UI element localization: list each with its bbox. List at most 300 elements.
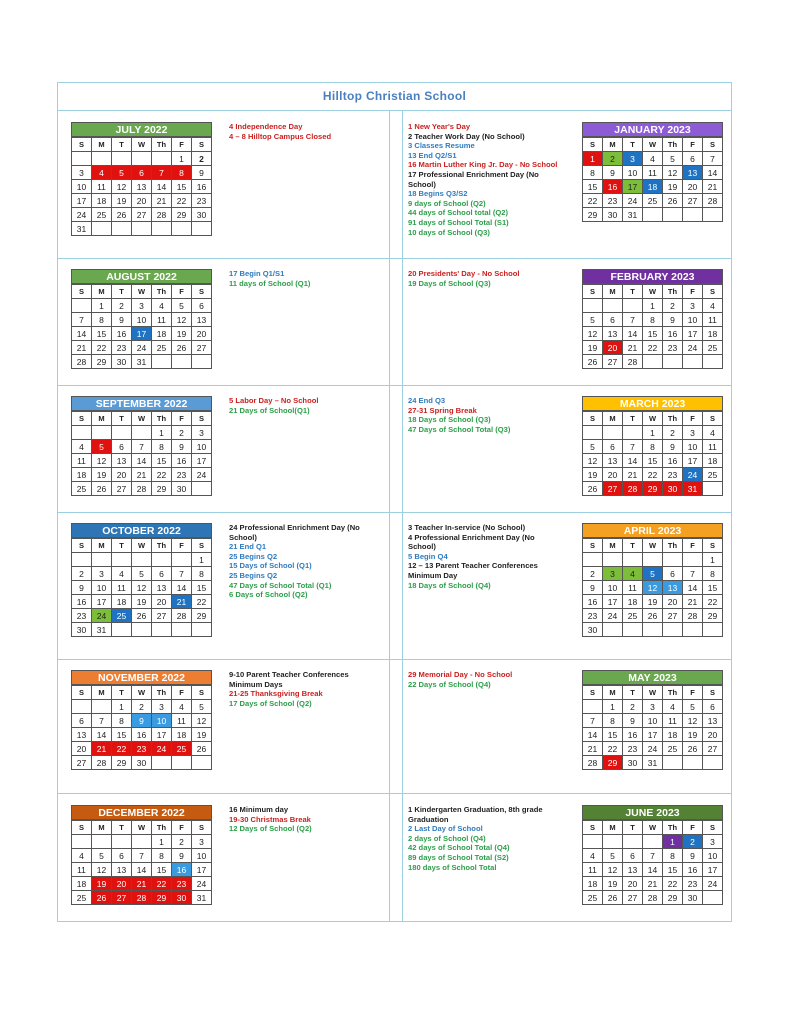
day-cell: 4	[663, 700, 683, 714]
day-cell: 17	[703, 863, 723, 877]
empty-cell	[152, 355, 172, 369]
day-cell: 10	[192, 849, 212, 863]
weekday-label: Th	[152, 821, 172, 835]
empty-cell	[152, 756, 172, 770]
day-cell: 4	[172, 700, 192, 714]
note-line: 25 Begins Q2	[229, 570, 278, 580]
day-cell: 11	[92, 180, 112, 194]
note-line: 18 Begins Q3/S2	[408, 189, 468, 199]
day-cell: 3	[192, 426, 212, 440]
empty-cell	[72, 553, 92, 567]
weekday-label: F	[172, 821, 192, 835]
day-cell: 6	[623, 849, 643, 863]
weekday-label: F	[172, 285, 192, 299]
day-cell: 13	[703, 714, 723, 728]
note-line: 2 Last Day of School	[408, 824, 483, 834]
day-cell: 15	[152, 863, 172, 877]
day-cell: 24	[72, 208, 92, 222]
day-cell: 1	[152, 426, 172, 440]
day-cell: 2	[72, 567, 92, 581]
weekday-label: S	[703, 821, 723, 835]
day-cell: 13	[663, 581, 683, 595]
note-line: 19-30 Christmas Break	[229, 814, 311, 824]
day-cell: 19	[663, 180, 683, 194]
day-cell: 26	[192, 742, 212, 756]
weekday-label: T	[112, 285, 132, 299]
month-notes-sep	[229, 396, 379, 415]
weekday-label: M	[603, 412, 623, 426]
day-cell: 31	[72, 222, 92, 236]
day-cell: 21	[703, 180, 723, 194]
day-cell: 20	[703, 728, 723, 742]
month-header: OCTOBER 2022	[71, 523, 212, 538]
weekday-label: T	[623, 821, 643, 835]
day-cell: 16	[663, 454, 683, 468]
weekday-label: W	[643, 686, 663, 700]
day-cell: 25	[703, 341, 723, 355]
day-cell: 26	[92, 891, 112, 905]
day-cell: 12	[172, 313, 192, 327]
title-row	[57, 82, 732, 111]
note-line: 47 Days of School Total (Q1)	[229, 580, 332, 590]
day-cell: 31	[643, 756, 663, 770]
note-line: 29 Memorial Day - No School	[408, 670, 513, 679]
day-cell: 21	[72, 341, 92, 355]
day-cell: 13	[623, 863, 643, 877]
month-notes-nov	[229, 670, 379, 708]
month-grid	[71, 538, 212, 637]
day-cell: 14	[72, 327, 92, 341]
weekday-label: M	[603, 686, 623, 700]
day-cell: 25	[152, 341, 172, 355]
month-calendar-mar	[582, 396, 723, 496]
day-cell: 6	[663, 567, 683, 581]
day-cell: 7	[132, 849, 152, 863]
day-cell: 16	[603, 180, 623, 194]
day-cell: 2	[583, 567, 603, 581]
day-cell: 26	[643, 609, 663, 623]
day-cell: 31	[623, 208, 643, 222]
day-cell: 3	[92, 567, 112, 581]
day-cell: 16	[132, 728, 152, 742]
day-cell: 8	[172, 166, 192, 180]
weekday-label: F	[683, 412, 703, 426]
day-cell: 28	[132, 891, 152, 905]
weekday-label: S	[72, 412, 92, 426]
weekday-label: S	[192, 285, 212, 299]
empty-cell	[583, 426, 603, 440]
month-header: FEBRUARY 2023	[582, 269, 723, 284]
day-cell: 20	[603, 468, 623, 482]
day-cell: 5	[172, 299, 192, 313]
weekday-label: W	[643, 138, 663, 152]
empty-cell	[603, 835, 623, 849]
day-cell: 8	[92, 313, 112, 327]
weekday-label: Th	[152, 285, 172, 299]
day-cell: 7	[152, 166, 172, 180]
month-calendar-dec	[71, 805, 212, 905]
note-line: 15 Days of School (Q1)	[229, 561, 312, 571]
day-cell: 7	[623, 313, 643, 327]
empty-cell	[152, 152, 172, 166]
day-cell: 15	[583, 180, 603, 194]
month-header: JULY 2022	[71, 122, 212, 137]
weekday-label: T	[623, 686, 643, 700]
day-cell: 16	[683, 863, 703, 877]
empty-cell	[683, 553, 703, 567]
weekday-label: M	[92, 412, 112, 426]
note-line: 16 Martin Luther King Jr. Day - No School	[408, 160, 558, 170]
day-cell: 6	[132, 166, 152, 180]
day-cell: 13	[152, 581, 172, 595]
day-cell: 2	[172, 835, 192, 849]
weekday-label: T	[623, 285, 643, 299]
day-cell: 12	[92, 863, 112, 877]
day-cell: 31	[683, 482, 703, 496]
day-cell: 20	[603, 341, 623, 355]
weekday-label: F	[172, 138, 192, 152]
month-calendar-oct	[71, 523, 212, 637]
day-cell: 1	[92, 299, 112, 313]
weekday-label: M	[603, 138, 623, 152]
note-line: 24 Professional Enrichment Day (No School)	[229, 523, 360, 542]
day-cell: 26	[92, 482, 112, 496]
day-cell: 23	[663, 341, 683, 355]
empty-cell	[132, 835, 152, 849]
day-cell: 27	[112, 891, 132, 905]
empty-cell	[152, 623, 172, 637]
empty-cell	[683, 208, 703, 222]
day-cell: 5	[583, 313, 603, 327]
empty-cell	[92, 426, 112, 440]
day-cell: 17	[132, 327, 152, 341]
weekday-label: S	[583, 412, 603, 426]
day-cell: 20	[152, 595, 172, 609]
note-line: 17 Begin Q1/S1	[229, 269, 285, 278]
month-notes-feb	[408, 269, 558, 288]
day-cell: 22	[663, 877, 683, 891]
note-line: 6 Days of School (Q2)	[229, 590, 308, 600]
month-grid	[71, 820, 212, 905]
school-title: Hilltop Christian School	[322, 89, 467, 103]
empty-cell	[112, 426, 132, 440]
day-cell: 27	[192, 341, 212, 355]
day-cell: 9	[112, 313, 132, 327]
day-cell: 31	[92, 623, 112, 637]
empty-cell	[583, 700, 603, 714]
note-line: 12 – 13 Parent Teacher Conferences Minimum Day	[408, 561, 538, 580]
day-cell: 11	[643, 166, 663, 180]
day-cell: 25	[172, 742, 192, 756]
day-cell: 29	[112, 756, 132, 770]
day-cell: 8	[663, 849, 683, 863]
empty-cell	[643, 623, 663, 637]
day-cell: 15	[192, 581, 212, 595]
day-cell: 29	[192, 609, 212, 623]
day-cell: 10	[72, 180, 92, 194]
day-cell: 17	[72, 194, 92, 208]
day-cell: 19	[132, 595, 152, 609]
day-cell: 18	[703, 327, 723, 341]
day-cell: 13	[192, 313, 212, 327]
note-line: 4 Independence Day	[229, 122, 303, 131]
day-cell: 21	[152, 194, 172, 208]
note-line: 180 days of School Total	[408, 862, 497, 872]
day-cell: 29	[583, 208, 603, 222]
day-cell: 28	[92, 756, 112, 770]
day-cell: 7	[623, 440, 643, 454]
empty-cell	[92, 835, 112, 849]
month-grid	[71, 685, 212, 770]
day-cell: 21	[683, 595, 703, 609]
weekday-label: W	[643, 412, 663, 426]
empty-cell	[72, 426, 92, 440]
weekday-label: Th	[663, 821, 683, 835]
empty-cell	[703, 623, 723, 637]
day-cell: 20	[623, 877, 643, 891]
empty-cell	[703, 482, 723, 496]
empty-cell	[703, 208, 723, 222]
empty-cell	[72, 835, 92, 849]
day-cell: 23	[683, 877, 703, 891]
day-cell: 5	[112, 166, 132, 180]
day-cell: 21	[623, 341, 643, 355]
weekday-label: W	[643, 821, 663, 835]
weekday-label: S	[72, 138, 92, 152]
day-cell: 19	[192, 728, 212, 742]
note-line: 3 Teacher In-service (No School)	[408, 523, 526, 532]
empty-cell	[112, 222, 132, 236]
day-cell: 17	[643, 728, 663, 742]
note-line: 1 Kindergarten Graduation, 8th grade Graduation	[408, 805, 543, 824]
weekday-label: F	[683, 285, 703, 299]
day-cell: 14	[683, 581, 703, 595]
empty-cell	[663, 553, 683, 567]
day-cell: 23	[172, 468, 192, 482]
day-cell: 15	[643, 327, 663, 341]
day-cell: 2	[663, 299, 683, 313]
day-cell: 22	[92, 341, 112, 355]
month-notes-dec	[229, 805, 379, 834]
day-cell: 2	[172, 426, 192, 440]
day-cell: 1	[192, 553, 212, 567]
weekday-label: S	[192, 821, 212, 835]
day-cell: 28	[623, 355, 643, 369]
day-cell: 5	[92, 440, 112, 454]
day-cell: 23	[72, 609, 92, 623]
day-cell: 16	[172, 863, 192, 877]
weekday-label: S	[192, 412, 212, 426]
day-cell: 10	[643, 714, 663, 728]
day-cell: 9	[623, 714, 643, 728]
month-notes-apr	[408, 523, 558, 590]
weekday-label: W	[132, 686, 152, 700]
day-cell: 23	[112, 341, 132, 355]
row-divider	[57, 512, 732, 513]
day-cell: 6	[603, 313, 623, 327]
weekday-label: S	[703, 285, 723, 299]
note-line: 13 End Q2/S1	[408, 150, 457, 160]
day-cell: 19	[112, 194, 132, 208]
weekday-label: W	[132, 285, 152, 299]
day-cell: 7	[583, 714, 603, 728]
day-cell: 18	[172, 728, 192, 742]
month-header: DECEMBER 2022	[71, 805, 212, 820]
day-cell: 11	[703, 440, 723, 454]
day-cell: 4	[623, 567, 643, 581]
empty-cell	[663, 208, 683, 222]
day-cell: 21	[623, 468, 643, 482]
day-cell: 16	[583, 595, 603, 609]
day-cell: 22	[643, 468, 663, 482]
note-line: 91 days of School Total (S1)	[408, 217, 509, 227]
month-notes-jun	[408, 805, 558, 872]
weekday-label: T	[112, 412, 132, 426]
note-line: 20 Presidents' Day - No School	[408, 269, 520, 278]
day-cell: 9	[172, 849, 192, 863]
weekday-label: S	[583, 686, 603, 700]
day-cell: 18	[643, 180, 663, 194]
month-header: AUGUST 2022	[71, 269, 212, 284]
day-cell: 13	[112, 454, 132, 468]
day-cell: 5	[92, 849, 112, 863]
day-cell: 11	[703, 313, 723, 327]
day-cell: 4	[112, 567, 132, 581]
day-cell: 3	[623, 152, 643, 166]
weekday-label: S	[192, 539, 212, 553]
day-cell: 12	[643, 581, 663, 595]
day-cell: 15	[603, 728, 623, 742]
day-cell: 17	[683, 454, 703, 468]
empty-cell	[643, 553, 663, 567]
day-cell: 6	[192, 299, 212, 313]
weekday-label: F	[683, 138, 703, 152]
day-cell: 25	[72, 482, 92, 496]
day-cell: 13	[132, 180, 152, 194]
month-notes-jan	[408, 122, 558, 237]
weekday-label: F	[683, 821, 703, 835]
weekday-label: Th	[152, 412, 172, 426]
day-cell: 12	[583, 327, 603, 341]
day-cell: 6	[152, 567, 172, 581]
day-cell: 18	[92, 194, 112, 208]
note-line: 5 Labor Day – No School	[229, 396, 319, 405]
day-cell: 1	[152, 835, 172, 849]
column-divider-left	[389, 111, 390, 922]
empty-cell	[92, 700, 112, 714]
weekday-label: W	[132, 821, 152, 835]
day-cell: 19	[172, 327, 192, 341]
day-cell: 26	[112, 208, 132, 222]
day-cell: 12	[192, 714, 212, 728]
empty-cell	[643, 355, 663, 369]
note-line: 2 days of School (Q4)	[408, 833, 486, 843]
day-cell: 16	[192, 180, 212, 194]
day-cell: 28	[72, 355, 92, 369]
month-calendar-feb	[582, 269, 723, 369]
day-cell: 19	[583, 468, 603, 482]
day-cell: 15	[112, 728, 132, 742]
day-cell: 2	[132, 700, 152, 714]
day-cell: 23	[192, 194, 212, 208]
month-grid	[71, 137, 212, 236]
empty-cell	[583, 553, 603, 567]
day-cell: 1	[603, 700, 623, 714]
day-cell: 19	[603, 877, 623, 891]
weekday-label: T	[623, 539, 643, 553]
day-cell: 27	[703, 742, 723, 756]
day-cell: 16	[663, 327, 683, 341]
empty-cell	[92, 222, 112, 236]
day-cell: 30	[112, 355, 132, 369]
day-cell: 1	[663, 835, 683, 849]
day-cell: 12	[663, 166, 683, 180]
day-cell: 11	[583, 863, 603, 877]
day-cell: 5	[192, 700, 212, 714]
empty-cell	[112, 623, 132, 637]
month-grid	[582, 820, 723, 905]
day-cell: 29	[172, 208, 192, 222]
weekday-label: F	[683, 539, 703, 553]
day-cell: 6	[112, 440, 132, 454]
day-cell: 14	[92, 728, 112, 742]
day-cell: 21	[92, 742, 112, 756]
weekday-label: M	[603, 285, 623, 299]
day-cell: 27	[663, 609, 683, 623]
note-line: 18 Days of School (Q3)	[408, 415, 491, 425]
empty-cell	[703, 891, 723, 905]
weekday-label: S	[703, 412, 723, 426]
day-cell: 30	[623, 756, 643, 770]
day-cell: 5	[643, 567, 663, 581]
day-cell: 3	[132, 299, 152, 313]
empty-cell	[643, 208, 663, 222]
day-cell: 7	[172, 567, 192, 581]
day-cell: 2	[112, 299, 132, 313]
day-cell: 8	[192, 567, 212, 581]
weekday-label: Th	[152, 686, 172, 700]
day-cell: 2	[663, 426, 683, 440]
empty-cell	[663, 355, 683, 369]
day-cell: 4	[72, 849, 92, 863]
day-cell: 5	[663, 152, 683, 166]
day-cell: 27	[603, 355, 623, 369]
day-cell: 4	[703, 299, 723, 313]
day-cell: 22	[152, 468, 172, 482]
day-cell: 18	[152, 327, 172, 341]
note-line: 24 End Q3	[408, 396, 446, 405]
day-cell: 6	[112, 849, 132, 863]
month-calendar-nov	[71, 670, 212, 770]
day-cell: 18	[623, 595, 643, 609]
day-cell: 1	[583, 152, 603, 166]
weekday-label: Th	[663, 285, 683, 299]
day-cell: 7	[92, 714, 112, 728]
day-cell: 25	[92, 208, 112, 222]
weekday-label: T	[623, 138, 643, 152]
weekday-label: S	[192, 138, 212, 152]
weekday-label: Th	[152, 539, 172, 553]
day-cell: 7	[72, 313, 92, 327]
note-line: 19 Days of School (Q3)	[408, 278, 491, 288]
empty-cell	[112, 835, 132, 849]
day-cell: 16	[112, 327, 132, 341]
day-cell: 13	[112, 863, 132, 877]
day-cell: 23	[603, 194, 623, 208]
weekday-label: S	[583, 285, 603, 299]
day-cell: 3	[72, 166, 92, 180]
day-cell: 4	[583, 849, 603, 863]
